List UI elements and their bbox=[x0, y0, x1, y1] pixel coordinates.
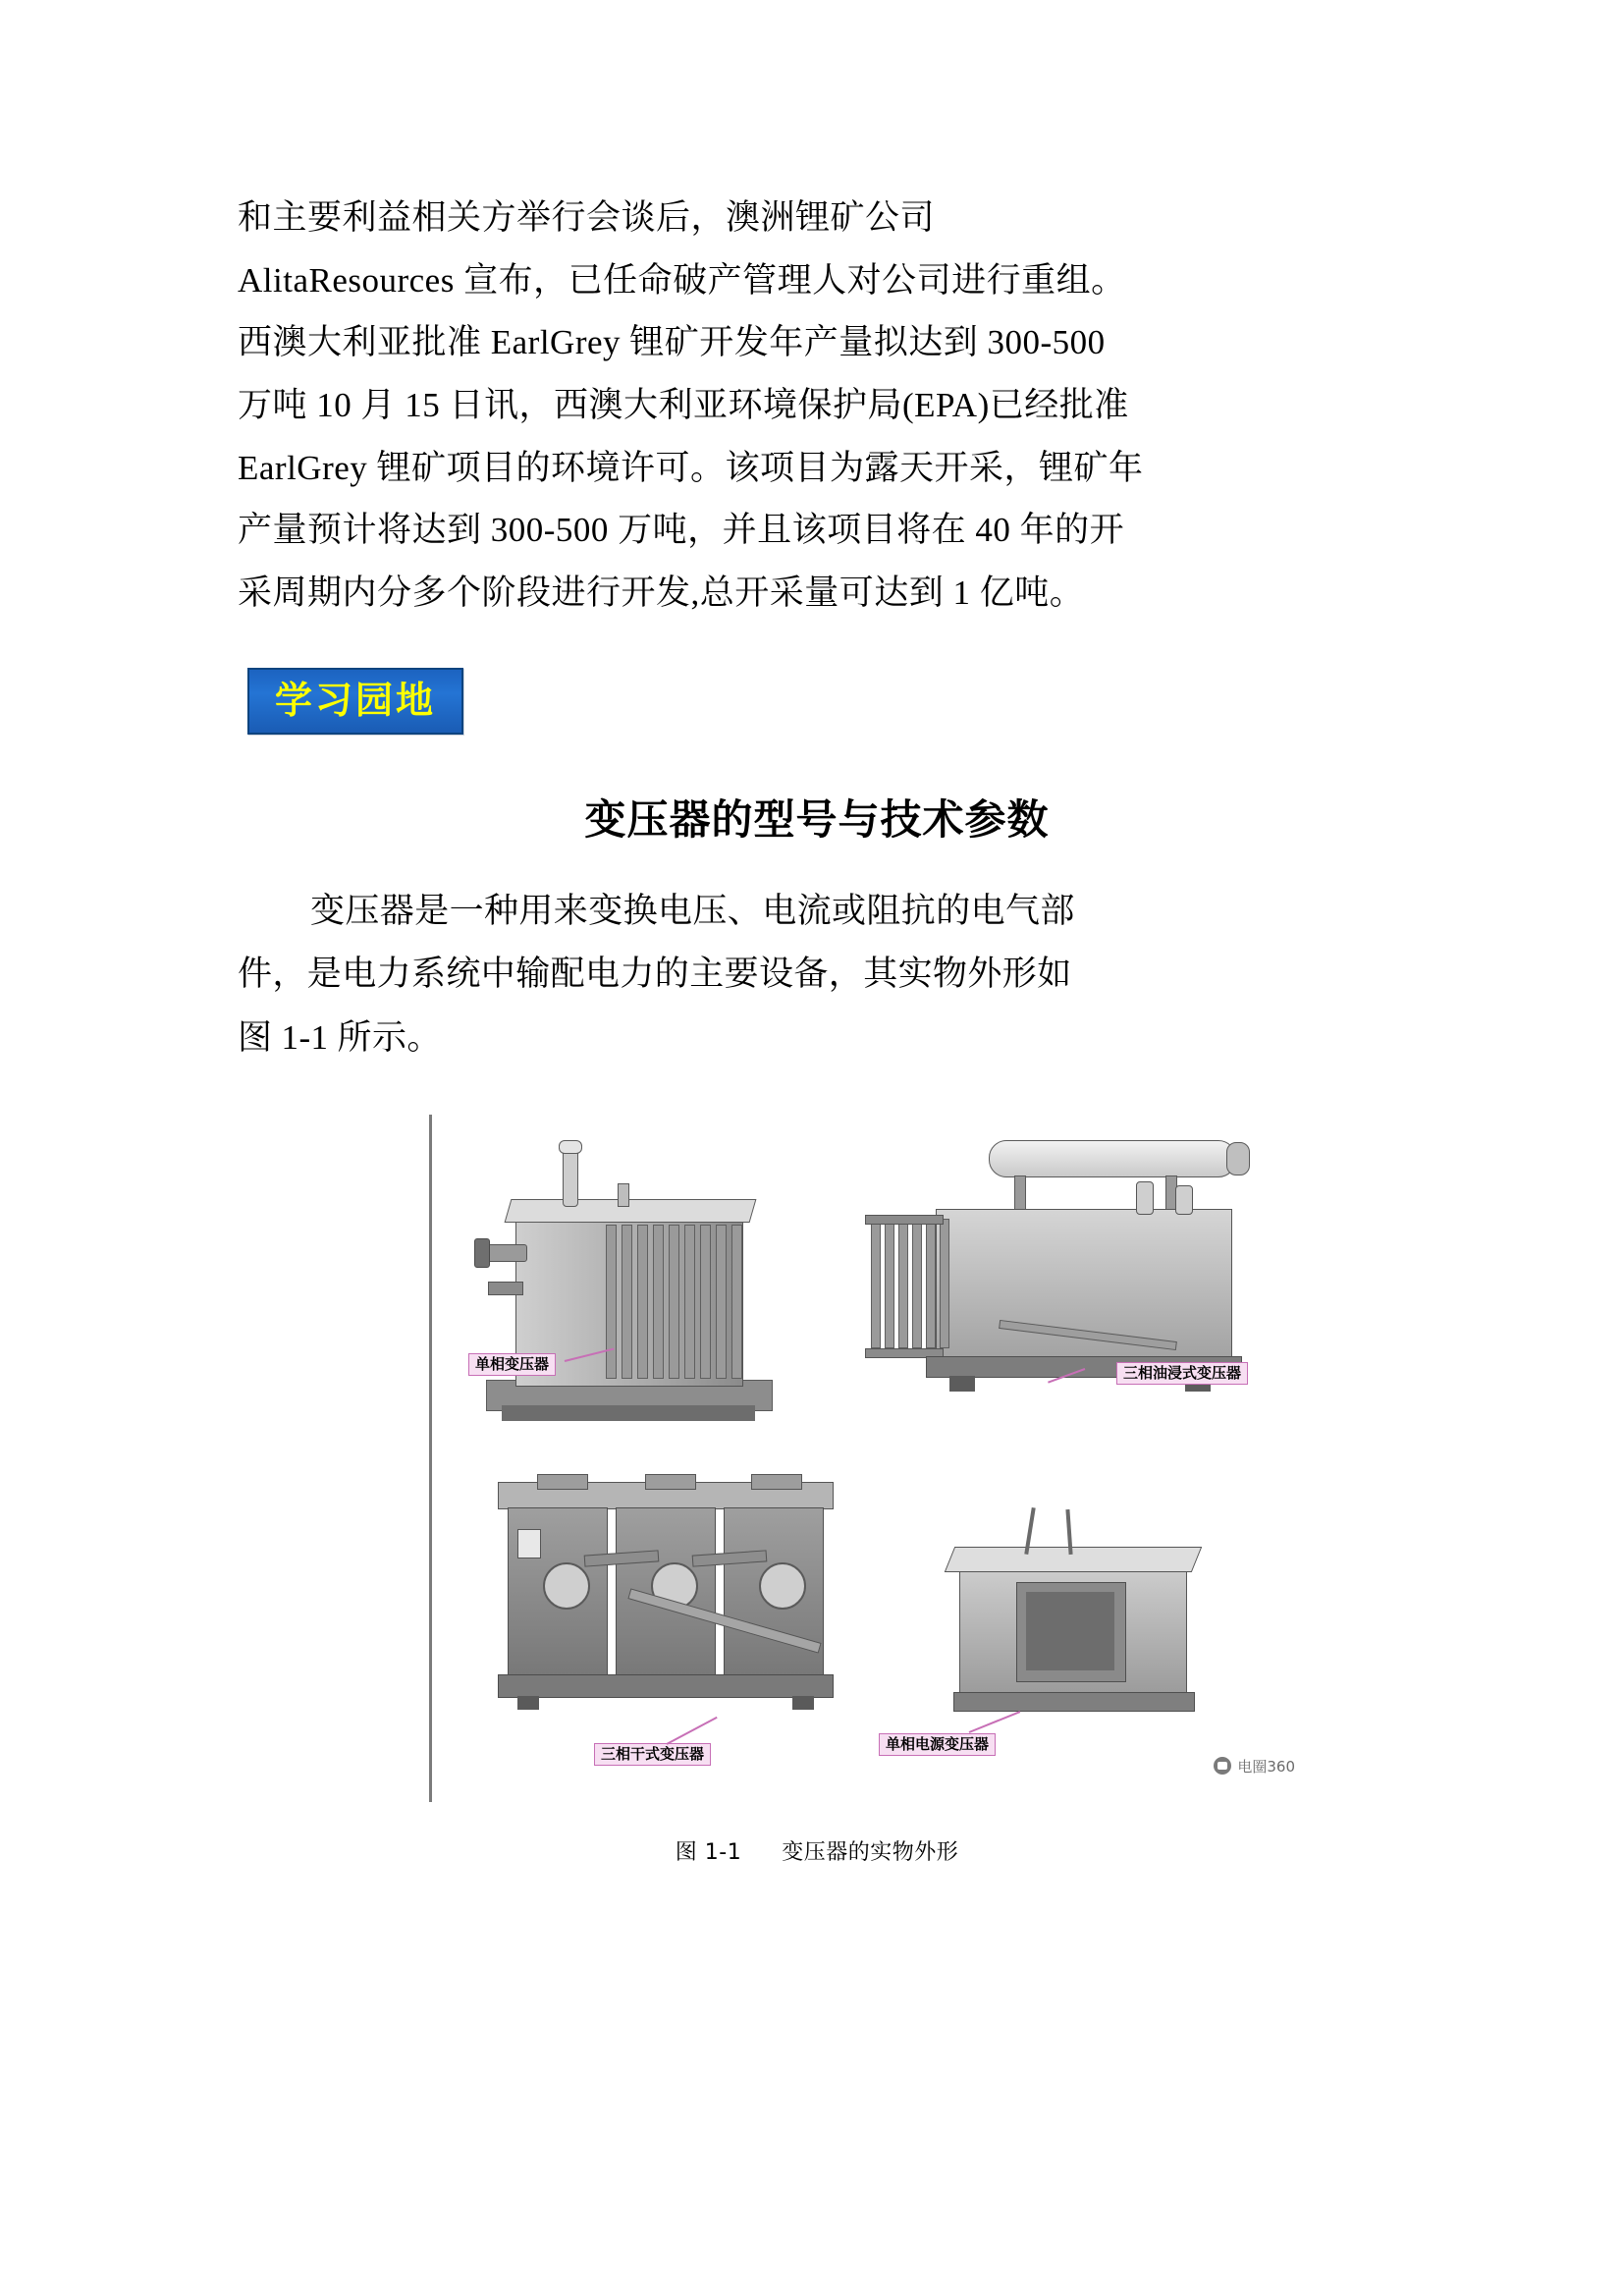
callout-single-phase-transformer: 单相变压器 bbox=[468, 1353, 556, 1376]
news-paragraph bbox=[238, 187, 1396, 625]
figure-caption-text: 变压器的实物外形 bbox=[782, 1839, 959, 1865]
dry-wheel-1 bbox=[517, 1696, 539, 1710]
figure-1-1 bbox=[238, 1115, 1396, 1866]
callout-three-phase-oil-transformer: 三相油浸式变压器 bbox=[1116, 1362, 1248, 1385]
callout-three-phase-dry-transformer: 三相干式变压器 bbox=[594, 1743, 711, 1766]
figure-caption-number: 图 1-1 bbox=[675, 1839, 742, 1865]
hv-bushing-2 bbox=[1175, 1185, 1193, 1215]
article-paragraph bbox=[238, 880, 1396, 1069]
callout-single-phase-power-transformer: 单相电源变压器 bbox=[879, 1733, 996, 1756]
photo-three-phase-dry-transformer bbox=[478, 1468, 871, 1763]
figure-caption bbox=[238, 1835, 1396, 1866]
conservator-pipe-1 bbox=[1014, 1175, 1026, 1211]
dry-lifting-lug-3 bbox=[751, 1474, 802, 1490]
conservator-tank bbox=[989, 1140, 1236, 1177]
watermark-logo-icon bbox=[1214, 1757, 1231, 1775]
transformer-lid bbox=[505, 1199, 757, 1223]
power-core-top bbox=[945, 1547, 1203, 1572]
figure-image-area bbox=[321, 1115, 1313, 1802]
dry-base bbox=[498, 1674, 834, 1698]
conservator-end bbox=[1226, 1142, 1250, 1175]
watermark bbox=[1214, 1756, 1295, 1777]
article-line-2: 件，是电力系统中输配电力的主要设备，其实物外形如 bbox=[238, 955, 1072, 994]
article-line-1: 变压器是一种用来变换电压、电流或阻抗的电气部 bbox=[310, 891, 1075, 930]
news-line-1 bbox=[238, 187, 1396, 249]
news-line-2: AlitaResources 宣布，已任命破产管理人对公司进行重组。 bbox=[238, 260, 1126, 300]
section-badge-wrap bbox=[247, 668, 1396, 735]
transformer-base-shadow bbox=[502, 1405, 755, 1421]
news-line-4: 万吨 10 月 15 日讯，西澳大利亚环境保护局(EPA)已经批准 bbox=[238, 386, 1129, 425]
dry-warning-label bbox=[517, 1529, 541, 1558]
dry-terminal-1 bbox=[543, 1562, 590, 1610]
power-coil-inner bbox=[1026, 1592, 1114, 1670]
bushing-2 bbox=[618, 1183, 629, 1207]
section-badge: 学习园地 bbox=[247, 668, 463, 735]
wheel-1 bbox=[949, 1376, 975, 1392]
photo-single-phase-transformer bbox=[468, 1134, 792, 1449]
photo-three-phase-oil-transformer bbox=[841, 1124, 1303, 1449]
side-terminal-cap bbox=[474, 1238, 490, 1268]
article-title: 变压器的型号与技术参数 bbox=[584, 794, 1050, 844]
transformer-cooling-fins bbox=[606, 1225, 742, 1377]
news-line-1-text: 和主要利益相关方举行会谈后，澳洲锂矿公司 bbox=[238, 198, 936, 237]
bushing-1 bbox=[563, 1148, 578, 1207]
dry-lifting-lug-2 bbox=[645, 1474, 696, 1490]
hv-bushing-1 bbox=[1136, 1181, 1154, 1215]
radiator-fins bbox=[871, 1219, 949, 1348]
news-line-6: 产量预计将达到 300-500 万吨，并且该项目将在 40 年的开 bbox=[238, 511, 1125, 550]
page-content bbox=[238, 187, 1396, 1866]
power-base bbox=[953, 1692, 1195, 1712]
article-line-3: 图 1-1 所示。 bbox=[238, 1017, 442, 1057]
dry-wheel-2 bbox=[792, 1696, 814, 1710]
dry-lifting-lug-1 bbox=[537, 1474, 588, 1490]
figure-left-rule bbox=[429, 1115, 432, 1802]
transformer-photo-collage bbox=[449, 1115, 1313, 1802]
news-line-7: 采周期内分多个阶段进行开发,总开采量可达到 1 亿吨。 bbox=[238, 574, 1085, 613]
news-line-3: 西澳大利亚批准 EarlGrey 锂矿开发年产量拟达到 300-500 bbox=[238, 323, 1106, 362]
photo-single-phase-power-transformer bbox=[910, 1507, 1234, 1763]
side-valve bbox=[488, 1282, 523, 1295]
dry-terminal-3 bbox=[759, 1562, 806, 1610]
radiator-header-top bbox=[865, 1215, 944, 1225]
bushing-1-cap bbox=[559, 1140, 582, 1154]
watermark-text: 电圈360 bbox=[1237, 1757, 1295, 1776]
news-line-5: EarlGrey 锂矿项目的环境许可。该项目为露天开采，锂矿年 bbox=[238, 448, 1144, 487]
